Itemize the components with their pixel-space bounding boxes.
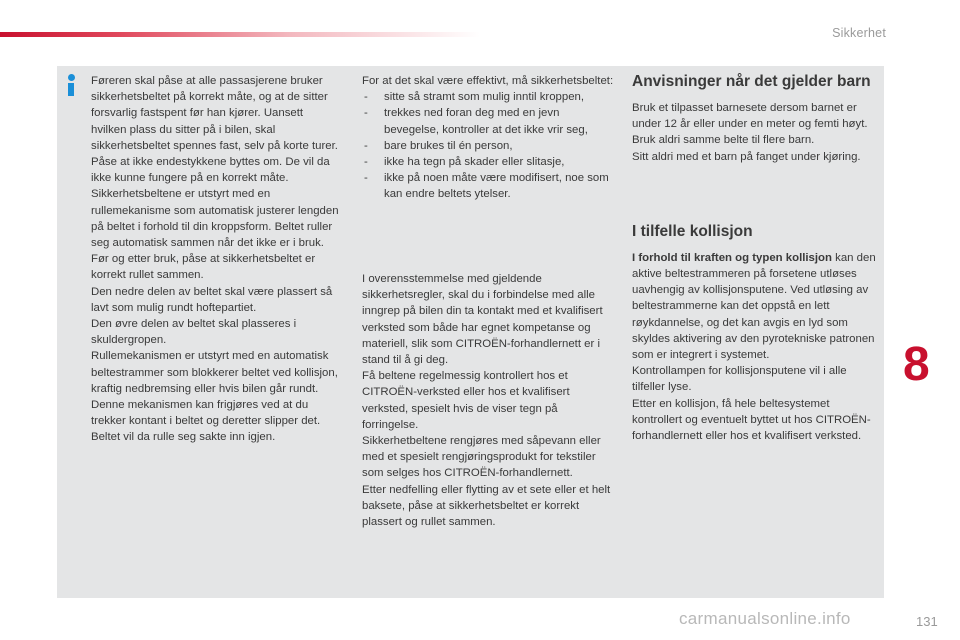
- paragraph: [632, 250, 880, 363]
- paragraph: Før og etter bruk, påse at sikkerhetsbeltet er korrekt rullet sammen.: [91, 253, 316, 282]
- paragraph: I overensstemmelse med gjeldende sikkerhetsregler, skal du i forbindelse med alle inngrep på bilen din ta kontakt med et kvalifisert verksted som både har egnet kompetanse og materiell, slik som CITROËN-forhandlernett er i stand til å gi deg.: [362, 273, 603, 367]
- info-icon: [62, 74, 80, 96]
- chapter-number: 8: [903, 338, 930, 391]
- header-accent-bar: [0, 32, 480, 37]
- watermark: carmanualsonline.info: [679, 609, 851, 628]
- paragraph: Bruk aldri samme belte til flere barn.: [632, 134, 815, 147]
- list-item: - ikke på noen måte være modifisert, noe som kan endre beltets ytelser.: [362, 170, 614, 202]
- paragraph: Kontrollampen for kollisjonsputene vil i alle tilfeller lyse.: [632, 365, 847, 394]
- column-children-collision: [632, 73, 880, 444]
- paragraph: Sitt aldri med et barn på fanget under kjøring.: [632, 150, 861, 163]
- section-heading-collision: I tilfelle kollisjon: [632, 222, 753, 240]
- column-maintenance: [362, 271, 614, 530]
- column-seatbelt-usage: [91, 73, 341, 446]
- paragraph: Rullemekanismen er utstyrt med en automatisk beltestrammer som blokkerer beltet ved kollisjon, kraftig nedbremsing eller hvis bilen går rundt. Denne mekanismen kan frigjøres ved at du trekker kontant i beltet og deretter slipper det. Beltet vil da rulle seg sakte inn igjen.: [91, 350, 338, 444]
- section-heading-children: Anvisninger når det gjelder barn: [632, 73, 871, 90]
- list-item: - trekkes ned foran deg med en jevn bevegelse, kontroller at det ikke vrir seg,: [362, 105, 614, 137]
- paragraph: Sikkerhetbeltene rengjøres med såpevann eller med et spesielt rengjøringsprodukt for tekstiler som selges hos CITROËN-forhandlernett.: [362, 435, 601, 480]
- requirements-list: [362, 89, 614, 202]
- list-item: - ikke ha tegn på skader eller slitasje,: [362, 154, 614, 170]
- list-intro: For at det skal være effektivt, må sikkerhetsbeltet:: [362, 75, 614, 87]
- paragraph: Føreren skal påse at alle passasjerene bruker sikkerhetsbeltet på korrekt måte, og at de sitter forsvarlig fastspent før han kjører. Uansett hvilken plass du sitter på i bilen, skal sikkerhetsbeltet spennes fast, selv på korte turer.: [91, 75, 338, 152]
- paragraph: Etter en kollisjon, få hele beltesystemet kontrollert og eventuelt byttet ut hos CITROËN-forhandlernett eller hos et kvalifisert verksted.: [632, 397, 871, 443]
- chapter-title: Sikkerhet: [832, 26, 886, 40]
- paragraph: Den øvre delen av beltet skal plasseres i skuldergropen.: [91, 318, 297, 347]
- column-effectiveness: [362, 73, 614, 203]
- paragraph: Bruk et tilpasset barnesete dersom barnet er under 12 år eller under en meter og femti høyt.: [632, 102, 868, 131]
- list-item: - sitte så stramt som mulig inntil kroppen,: [362, 89, 614, 105]
- list-item: - bare brukes til én person,: [362, 138, 614, 154]
- paragraph: Påse at ikke endestykkene byttes om. De vil da ikke kunne fungere på en korrekt måte.: [91, 156, 330, 185]
- paragraph: Sikkerhetsbeltene er utstyrt med en rullemekanisme som automatisk justerer lengden på beltet i forhold til din kroppsform. Beltet ruller seg automatisk sammen når det ikke er i bruk.: [91, 188, 339, 250]
- page-number: 131: [916, 614, 938, 629]
- lead-rest: kan den aktive beltestrammeren på forsetene utløses uavhengig av kollisjonsputene. Ved utløsing av beltestrammerne kan det oppstå en lett røykdannelse, og det kan avgis en lyd som skyldes aktivering av den pyrotekniske patronen som er integrert i systemet.: [632, 251, 876, 362]
- bold-lead: I forhold til kraften og typen kollisjon: [632, 251, 832, 264]
- paragraph: Etter nedfelling eller flytting av et sete eller et helt baksete, påse at sikkerhetsbeltet er korrekt plassert og rullet sammen.: [362, 483, 611, 529]
- paragraph: Få beltene regelmessig kontrollert hos et CITROËN-verksted eller hos et kvalifisert verksted, spesielt hvis de viser tegn på forringelse.: [362, 370, 570, 431]
- paragraph: Den nedre delen av beltet skal være plassert så lavt som mulig rundt hoftepartiet.: [91, 285, 333, 314]
